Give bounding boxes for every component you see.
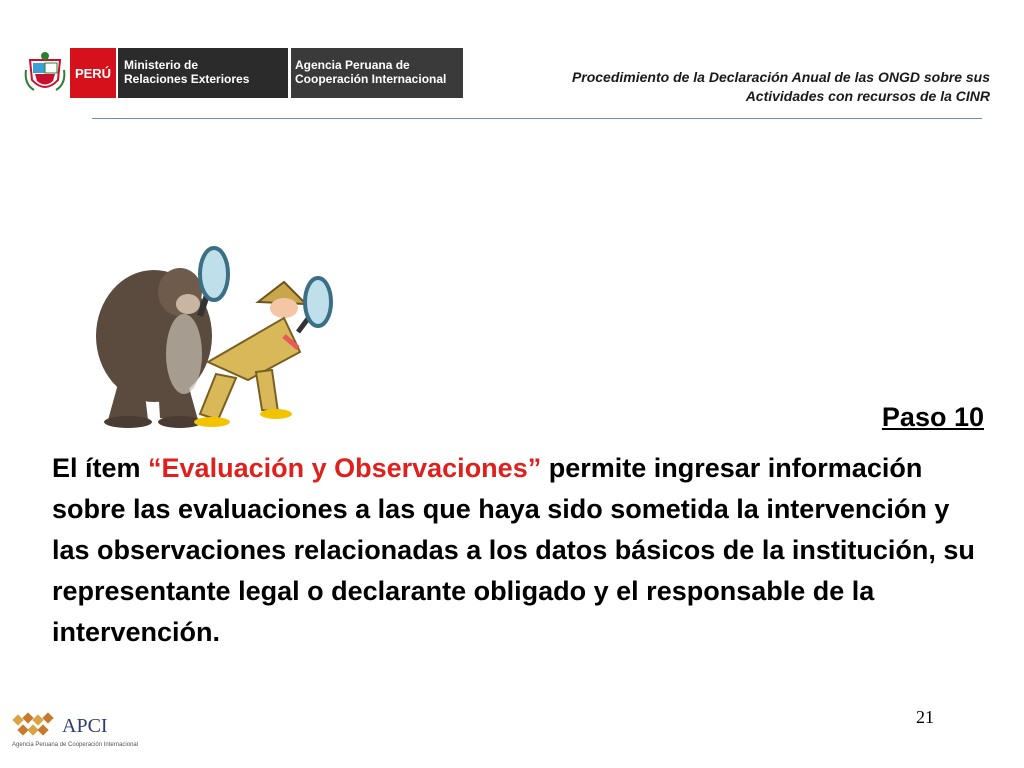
description-intro: El ítem	[52, 453, 149, 483]
footer-brand: APCI	[62, 715, 108, 737]
ministry-logo	[118, 48, 288, 98]
peru-label: PERÚ	[74, 65, 112, 81]
agency-line-2: Cooperación Internacional	[295, 72, 447, 86]
description-rest: permite ingresar información sobre las evaluaciones a las que haya sido sometida la intervención y las observaciones relacionadas a los datos básicos de la institución, su representante legal o declarante obligado y el responsable de la intervención.	[52, 453, 975, 647]
footer-logo	[12, 712, 138, 748]
header-logos	[22, 48, 463, 98]
highlighted-item-name: “Evaluación y Observaciones”	[148, 453, 542, 483]
step-description	[52, 448, 982, 653]
coat-of-arms-icon	[22, 48, 68, 98]
document-title	[572, 68, 990, 106]
detective-and-gorilla-with-magnifying-glasses-icon	[88, 244, 338, 430]
agency-line-1: Agencia Peruana de	[295, 58, 410, 72]
ministry-line-2: Relaciones Exteriores	[124, 72, 250, 86]
step-heading: Paso 10	[881, 402, 984, 432]
page-number: 21	[916, 707, 934, 727]
agency-logo	[291, 48, 463, 98]
document-title-line-2: Actividades con recursos de la CINR	[745, 88, 990, 104]
footer-brand-subtitle: Agencia Peruana de Cooperación Internacional	[12, 742, 139, 748]
ministry-line-1: Ministerio de	[124, 58, 199, 72]
header-divider	[92, 118, 982, 119]
document-title-line-1: Procedimiento de la Declaración Anual de las ONGD sobre sus	[571, 69, 990, 85]
peru-badge	[70, 48, 116, 98]
apci-emblem-icon	[12, 712, 56, 741]
